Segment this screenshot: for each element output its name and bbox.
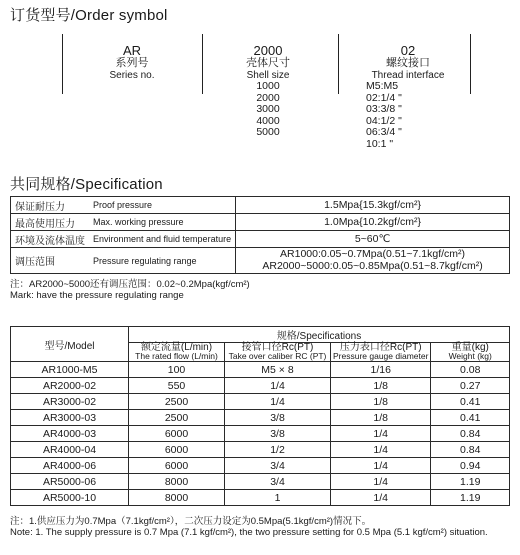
- gauge-cell: 1/4: [331, 442, 431, 458]
- model-header-row: [11, 327, 510, 343]
- gauge-port-header-cn: 压力表口径Rc(PT): [339, 342, 422, 353]
- weight-cell: 0.84: [431, 426, 510, 442]
- order-thread-column: [360, 43, 456, 151]
- model-cell: AR3000-02: [11, 394, 129, 410]
- spec-label-cn: 最高使用压力: [11, 214, 90, 231]
- model-cell: AR5000-06: [11, 474, 129, 490]
- spec-note: [10, 279, 250, 301]
- port-cell: 3/4: [225, 458, 331, 474]
- weight-cell: 0.84: [431, 442, 510, 458]
- specification-title: 共同规格/Specification: [10, 176, 163, 193]
- gauge-cell: 1/4: [331, 458, 431, 474]
- port-cell: 3/8: [225, 426, 331, 442]
- model-column-header: 型号/Model: [11, 327, 129, 362]
- port-cell: M5 × 8: [225, 362, 331, 378]
- shell-option: 1000: [256, 80, 280, 92]
- port-cell: 3/8: [225, 410, 331, 426]
- weight-header-cn: 重量(kg): [451, 342, 489, 353]
- order-shell-column: [225, 43, 311, 139]
- shell-label-cn: 壳体尺寸: [246, 57, 290, 69]
- specifications-header: 规格/Specifications: [129, 327, 510, 343]
- spec-label-cn: 环境及流体温度: [11, 231, 90, 248]
- gauge-cell: 1/16: [331, 362, 431, 378]
- model-table: [10, 326, 510, 506]
- spec-range-ar1000: AR1000:0.05~0.7Mpa(0.51~7.1kgf/cm²): [280, 248, 466, 260]
- model-rows: [11, 362, 510, 506]
- spec-value: 1.0Mpa{10.2kgf/cm²}: [236, 214, 510, 231]
- spec-label-en: Proof pressure: [89, 197, 236, 214]
- weight-header-en: Weight (kg): [448, 351, 492, 361]
- spec-label-en: Pressure regulating range: [89, 248, 236, 274]
- gauge-port-header: [331, 343, 431, 362]
- rated-flow-header: [129, 343, 225, 362]
- flow-cell: 8000: [129, 490, 225, 506]
- model-table-row: [11, 394, 510, 410]
- weight-header: [431, 343, 510, 362]
- rated-flow-header-cn: 额定流量(L/min): [140, 342, 213, 353]
- shell-code: 2000: [253, 43, 283, 58]
- spec-range-ar2000-5000: AR2000~5000:0.05~0.85Mpa(0.51~8.7kgf/cm²): [262, 259, 483, 272]
- model-cell: AR4000-06: [11, 458, 129, 474]
- weight-cell: 1.19: [431, 490, 510, 506]
- gauge-cell: 1/8: [331, 378, 431, 394]
- weight-cell: 1.19: [431, 474, 510, 490]
- spec-label-en: Environment and fluid temperature: [89, 231, 236, 248]
- flow-cell: 6000: [129, 426, 225, 442]
- footnote-en: Note: 1. The supply pressure is 0.7 Mpa (7.1 kgf/cm²), the two pressure setting for 0.5 Mpa (5.1 kgf/cm²) situation.: [10, 527, 488, 538]
- gauge-port-header-en: Pressure gauge diameter: [333, 351, 429, 361]
- spec-row: [11, 248, 510, 274]
- thread-option: 03:3/8 ": [366, 103, 402, 116]
- weight-cell: 0.27: [431, 378, 510, 394]
- shell-option: 2000: [256, 91, 280, 104]
- weight-cell: 0.08: [431, 362, 510, 378]
- port-cell: 1: [225, 490, 331, 506]
- order-divider-left: [62, 34, 63, 94]
- series-label-cn: 系列号: [115, 57, 149, 69]
- model-table-row: [11, 442, 510, 458]
- gauge-cell: 1/8: [331, 410, 431, 426]
- thread-option: 04:1/2 ": [366, 114, 402, 127]
- thread-label-en: Thread interface: [371, 69, 445, 81]
- port-cell: 1/4: [225, 378, 331, 394]
- footnote: [10, 516, 488, 538]
- series-label-en: Series no.: [109, 69, 155, 81]
- order-divider-right: [470, 34, 471, 94]
- order-divider-mid-right: [338, 34, 339, 94]
- spec-row: [11, 197, 510, 214]
- flow-cell: 100: [129, 362, 225, 378]
- model-table-row: [11, 458, 510, 474]
- flow-cell: 550: [129, 378, 225, 394]
- thread-options: [360, 81, 456, 151]
- gauge-cell: 1/4: [331, 474, 431, 490]
- thread-option: 02:1/4 ": [366, 91, 402, 104]
- series-code: AR: [122, 43, 142, 58]
- specification-table: [10, 196, 510, 274]
- spec-note-cn: 注：AR2000~5000还有调压范围：0.02~0.2Mpa(kgf/cm²): [10, 279, 250, 290]
- shell-label-en: Shell size: [246, 69, 290, 81]
- order-divider-mid-left: [202, 34, 203, 94]
- shell-option: 3000: [256, 103, 280, 116]
- thread-option: M5:M5: [366, 80, 399, 92]
- port-cell: 3/4: [225, 474, 331, 490]
- flow-cell: 6000: [129, 458, 225, 474]
- shell-option: 5000: [256, 126, 280, 139]
- flow-cell: 2500: [129, 394, 225, 410]
- flow-cell: 6000: [129, 442, 225, 458]
- model-cell: AR5000-10: [11, 490, 129, 506]
- footnote-cn: 注：1.供应压力为0.7Mpa（7.1kgf/cm²），二次压力设定为0.5Mpa(5.1kgf/cm²)情况下。: [10, 516, 372, 527]
- model-table-row: [11, 490, 510, 506]
- order-symbol-title: 订货型号/Order symbol: [10, 7, 168, 24]
- spec-label-cn: 调压范围: [11, 248, 90, 274]
- thread-option: 10:1 ": [366, 137, 394, 150]
- port-cell: 1/4: [225, 394, 331, 410]
- weight-cell: 0.41: [431, 410, 510, 426]
- spec-value: 5~60℃: [236, 231, 510, 248]
- spec-row: [11, 214, 510, 231]
- model-table-row: [11, 362, 510, 378]
- spec-row: [11, 231, 510, 248]
- thread-option: 06:3/4 ": [366, 126, 402, 139]
- port-size-header: [225, 343, 331, 362]
- spec-value: 1.5Mpa{15.3kgf/cm²}: [236, 197, 510, 214]
- gauge-cell: 1/4: [331, 490, 431, 506]
- model-cell: AR1000-M5: [11, 362, 129, 378]
- gauge-cell: 1/4: [331, 426, 431, 442]
- model-cell: AR4000-04: [11, 442, 129, 458]
- port-size-header-en: Take over caliber RC (PT): [228, 351, 327, 361]
- model-cell: AR3000-03: [11, 410, 129, 426]
- port-size-header-cn: 接管口径Rc(PT): [241, 342, 314, 353]
- shell-option: 4000: [256, 114, 280, 127]
- flow-cell: 8000: [129, 474, 225, 490]
- model-cell: AR4000-03: [11, 426, 129, 442]
- thread-label-cn: 螺纹接口: [386, 57, 430, 69]
- thread-code: 02: [400, 43, 416, 58]
- model-table-row: [11, 410, 510, 426]
- gauge-cell: 1/8: [331, 394, 431, 410]
- spec-label-cn: 保证耐压力: [11, 197, 90, 214]
- spec-note-en: Mark: have the pressure regulating range: [10, 290, 184, 301]
- rated-flow-header-en: The rated flow (L/min): [135, 351, 218, 361]
- port-cell: 1/2: [225, 442, 331, 458]
- model-table-row: [11, 378, 510, 394]
- weight-cell: 0.94: [431, 458, 510, 474]
- order-series-column: [92, 43, 172, 81]
- spec-value-range: [236, 248, 510, 274]
- weight-cell: 0.41: [431, 394, 510, 410]
- model-table-row: [11, 474, 510, 490]
- spec-label-en: Max. working pressure: [89, 214, 236, 231]
- model-table-row: [11, 426, 510, 442]
- flow-cell: 2500: [129, 410, 225, 426]
- model-cell: AR2000-02: [11, 378, 129, 394]
